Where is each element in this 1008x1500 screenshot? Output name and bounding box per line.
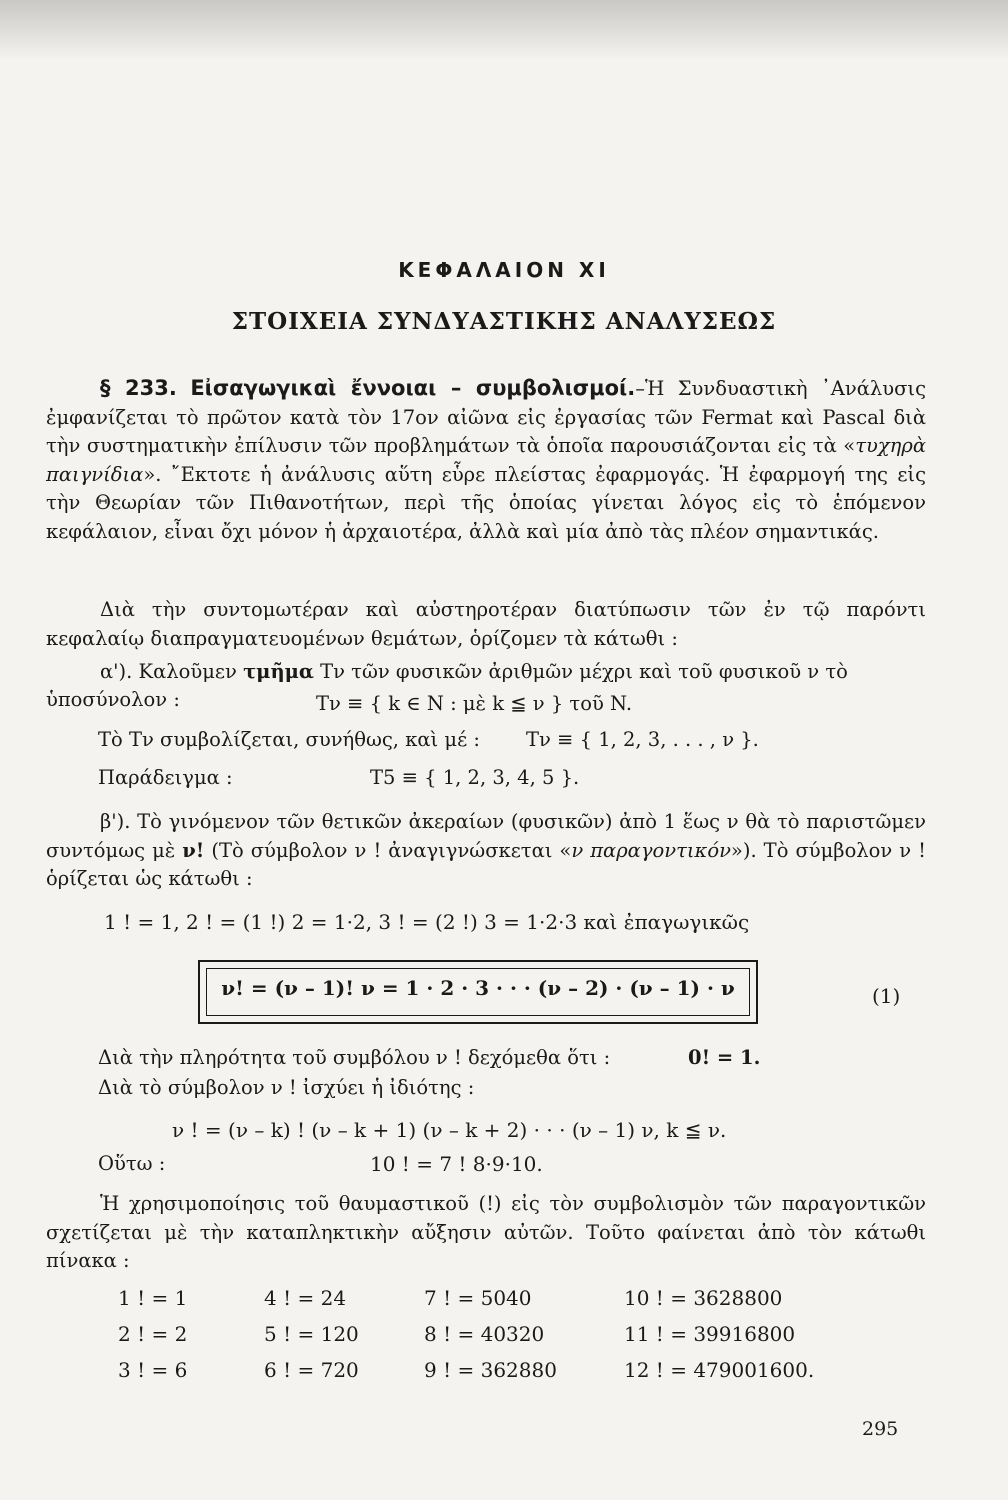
table-cell: 4 ! = 24: [264, 1286, 347, 1310]
table-cell: 12 ! = 479001600.: [624, 1358, 815, 1382]
zero-factorial-formula: 0! = 1.: [688, 1046, 761, 1069]
item-a-example-formula: T5 ≡ { 1, 2, 3, 4, 5 }.: [370, 766, 580, 789]
chapter-heading: ΚΕΦΑΛΑΙΟΝ XI: [398, 258, 610, 282]
item-b-text-a: β'). Τὸ γινόμενον τῶν θετικῶν ἀκεραίων (φυσικῶν) ἀπὸ 1 ἕως ν θὰ τὸ παριστῶμεν συντόμως μὲ: [46, 810, 926, 862]
boxed-formula-frame: [198, 960, 758, 1024]
section-text-a: –Ἡ Συνδυαστικὴ ᾿Ανάλυσις ἐμφανίζεται τὸ πρῶτον κατὰ τὸν 17ον αἰῶνα εἰς ἐργασίας τῶν Fermat καὶ Pascal διὰ τὴν συστηματικὴν ἐπίλυσιν τῶν προβλημάτων τὰ ὁποῖα παρουσιάζονται εἰς τὰ «: [46, 377, 926, 457]
thus-formula: 10 ! = 7 ! 8·9·10.: [370, 1152, 543, 1176]
section-text-b: ». ῎Εκτοτε ἡ ἀνάλυσις αὕτη εὗρε πλείστας ἐφαρμογάς. Ἡ ἐφαρμογή της εἰς τὴν Θεωρίαν τῶν Πιθανοτήτων, περὶ τῆς ὁποίας γίνεται λόγος εἰς τὸ ἑπόμενον κεφάλαιον, εἶναι ὄχι μόνον ἡ ἀρχαιοτέρα, ἀλλὰ καὶ μία ἀπὸ τὰς πλέον σημαντικάς.: [46, 462, 926, 543]
table-cell: 3 ! = 6: [118, 1358, 188, 1382]
thus-label: Οὕτω :: [98, 1152, 166, 1175]
definitions-intro-paragraph: Διὰ τὴν συντομωτέραν καὶ αὐστηροτέραν διατύπωσιν τῶν ἐν τῷ παρόντι κεφαλαίῳ διαπραγματευομένων θεμάτων, ὁρίζομεν τὰ κάτωθι :: [46, 598, 926, 650]
item-b-text-c: »). Τὸ σύμβολον ν ! ὁρίζεται ὡς κάτωθι :: [46, 838, 926, 890]
table-cell: 6 ! = 720: [264, 1358, 359, 1382]
table-cell: 1 ! = 1: [118, 1286, 188, 1310]
section-text-italic: τυχηρὰ παιγνίδια: [46, 434, 926, 486]
item-a-bold-term: τμῆμα: [243, 660, 314, 683]
table-cell: 5 ! = 120: [264, 1322, 359, 1346]
table-cell: 2 ! = 2: [118, 1322, 188, 1346]
item-a-text-b: Tν τῶν φυσικῶν ἀριθμῶν μέχρι καὶ τοῦ φυσικοῦ ν τὸ: [313, 660, 848, 683]
section-heading: Εἰσαγωγικαὶ ἔννοιαι – συμβολισμοί.: [190, 376, 636, 400]
item-a-line3-formula: Tν ≡ { 1, 2, 3, . . . , ν }.: [526, 728, 759, 751]
table-cell: 9 ! = 362880: [424, 1358, 557, 1382]
section-number: § 233.: [100, 376, 177, 400]
item-a-text: α'). Καλοῦμεν: [100, 660, 244, 683]
section-233-paragraph: [46, 374, 926, 546]
page-number: 295: [862, 1418, 899, 1440]
equation-number: (1): [872, 984, 901, 1008]
page-top-shadow: [0, 0, 1008, 60]
item-b-italic: ν παραγοντικόν: [571, 838, 731, 862]
table-cell: 8 ! = 40320: [424, 1322, 545, 1346]
factorial-examples-line: 1 ! = 1, 2 ! = (1 !) 2 = 1·2, 3 ! = (2 !) 3 = 1·2·3 καὶ ἐπαγωγικῶς: [104, 910, 750, 934]
table-cell: 10 ! = 3628800: [624, 1286, 783, 1310]
factorial-growth-paragraph: Ἡ χρησιμοποίησις τοῦ θαυμαστικοῦ (!) εἰς τὸν συμβολισμὸν τῶν παραγοντικῶν σχετίζεται μὲ τὴν καταπληκτικὴν αὔξησιν αὐτῶν. Τοῦτο φαίνεται ἀπὸ τὸν κάτωθι πίνακα :: [46, 1192, 926, 1272]
item-b-text-b: (Τὸ σύμβολον ν ! ἀναγιγνώσκεται «: [204, 838, 572, 862]
item-b-paragraph: [46, 808, 926, 894]
item-a-line3-label: Τὸ Tν συμβολίζεται, συνήθως, καὶ μέ :: [98, 728, 480, 751]
zero-factorial-text: Διὰ τὴν πληρότητα τοῦ συμβόλου ν ! δεχόμεθα ὅτι :: [98, 1046, 611, 1069]
item-a-line1: [46, 658, 926, 687]
property-text: Διὰ τὸ σύμβολον ν ! ἰσχύει ἡ ἰδιότης :: [98, 1076, 475, 1099]
chapter-title: ΣΤΟΙΧΕΙΑ ΣΥΝΔΥΑΣΤΙΚΗΣ ΑΝΑΛΥΣΕΩΣ: [231, 308, 777, 335]
item-a-line2-label: ὑποσύνολον :: [46, 688, 180, 711]
boxed-factorial-formula: ν! = (ν – 1)! ν = 1 · 2 · 3 · · · (ν – 2) · (ν – 1) · ν: [221, 976, 735, 1000]
item-a-example-label: Παράδειγμα :: [98, 766, 233, 789]
item-a-line2-formula: Tν ≡ { k ∈ N : μὲ k ≦ ν } τοῦ N.: [316, 692, 633, 715]
item-b-bold-symbol: ν!: [182, 838, 205, 862]
table-cell: 7 ! = 5040: [424, 1286, 532, 1310]
property-formula: ν ! = (ν – k) ! (ν – k + 1) (ν – k + 2) · · · (ν – 1) ν, k ≦ ν.: [172, 1118, 727, 1142]
table-cell: 11 ! = 39916800: [624, 1322, 796, 1346]
